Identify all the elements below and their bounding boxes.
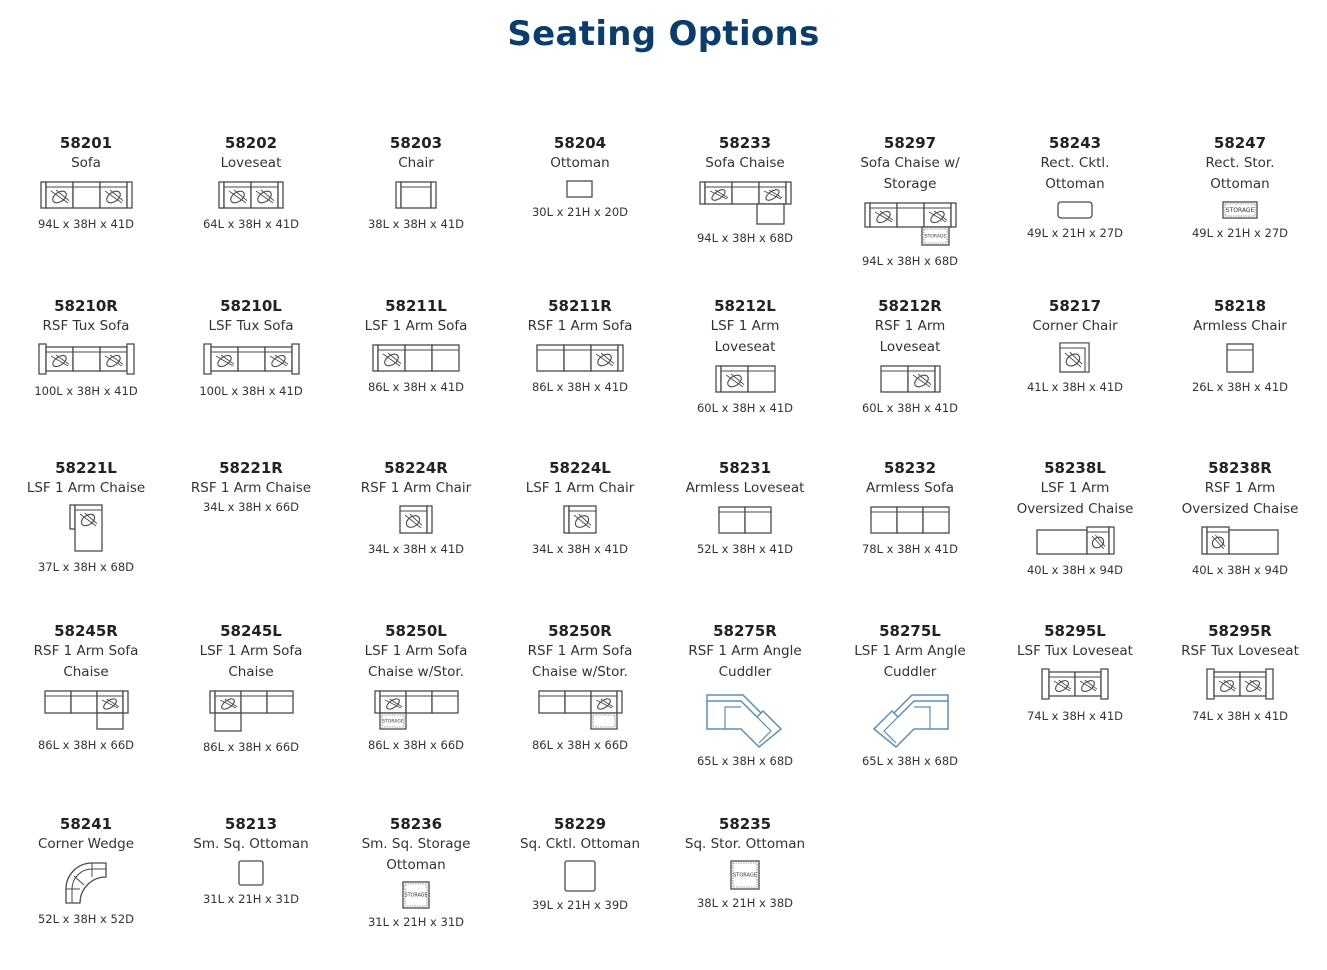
item-sku: 58221L	[55, 459, 117, 477]
item-dimensions: 38L x 38H x 41D	[367, 217, 465, 231]
item-dimensions: 38L x 21H x 38D	[696, 896, 794, 910]
sofa-chaise-icon	[698, 178, 793, 226]
item-dimensions: 100L x 38H x 41D	[34, 384, 138, 398]
chair-icon	[394, 178, 438, 212]
seating-option-58297	[830, 133, 990, 269]
seating-option-58202	[171, 133, 331, 232]
item-dimensions: 37L x 38H x 68D	[37, 560, 135, 574]
svg-text:STORAGE: STORAGE	[733, 872, 757, 879]
rsf-1-arm-sofa-icon	[535, 341, 625, 375]
item-dimensions: 74L x 38H x 41D	[1026, 709, 1124, 723]
item-sku: 58247	[1213, 134, 1267, 152]
seating-option-58229	[500, 814, 660, 913]
item-name: RSF 1 Arm Chaise	[190, 480, 312, 496]
item-sku: 58204	[553, 134, 607, 152]
item-name: Sm. Sq. Ottoman	[193, 836, 309, 852]
item-dimensions: 39L x 21H x 39D	[531, 898, 629, 912]
item-name: Sm. Sq. Storage Ottoman	[361, 836, 471, 873]
item-sku: 58210R	[54, 297, 118, 315]
seating-option-58238r	[1160, 458, 1320, 578]
armless-chair-icon	[1225, 341, 1255, 375]
item-name: Loveseat	[220, 155, 282, 171]
item-dimensions: 40L x 38H x 94D	[1191, 563, 1289, 577]
rsf-tux-loveseat-icon	[1205, 666, 1275, 704]
item-sku: 58243	[1048, 134, 1102, 152]
item-sku: 58238R	[1208, 459, 1272, 477]
item-name: Sofa Chaise w/ Storage	[860, 155, 960, 192]
item-name: Armless Chair	[1193, 318, 1287, 334]
item-name: Rect. Cktl. Ottoman	[1040, 155, 1110, 192]
item-name: Rect. Stor. Ottoman	[1205, 155, 1275, 192]
item-sku: 58295R	[1208, 622, 1272, 640]
item-dimensions: 41L x 38H x 41D	[1026, 380, 1124, 394]
item-sku: 58236	[389, 815, 443, 833]
item-sku: 58212L	[714, 297, 776, 315]
item-sku: 58211L	[385, 297, 447, 315]
item-name: LSF 1 Arm Sofa Chaise w/Stor.	[364, 643, 468, 680]
seating-option-58213	[171, 814, 331, 907]
sofa-chaise-storage-icon	[863, 199, 958, 249]
lsf-1-arm-sofa-chaise-icon	[208, 687, 295, 735]
item-sku: 58232	[883, 459, 937, 477]
lsf-1-arm-chair-icon	[562, 503, 598, 537]
seating-option-58236	[336, 814, 496, 930]
seating-option-58245r	[6, 621, 166, 753]
item-name: RSF 1 Arm Sofa Chaise w/Stor.	[527, 643, 633, 680]
seating-option-58210r	[6, 296, 166, 399]
item-name: RSF 1 Arm Sofa	[527, 318, 633, 334]
item-dimensions: 60L x 38H x 41D	[861, 401, 959, 415]
item-name: LSF 1 Arm Chaise	[26, 480, 146, 496]
item-dimensions: 74L x 38H x 41D	[1191, 709, 1289, 723]
seating-option-58221l	[6, 458, 166, 575]
seating-option-58231	[665, 458, 825, 557]
small-square-ottoman-icon	[237, 859, 265, 887]
lsf-oversized-chaise-icon	[1035, 524, 1115, 558]
item-dimensions: 86L x 38H x 41D	[367, 380, 465, 394]
item-sku: 58202	[224, 134, 278, 152]
item-dimensions: 86L x 38H x 66D	[37, 738, 135, 752]
rsf-angle-cuddler-icon	[705, 687, 785, 749]
item-name: Ottoman	[550, 155, 610, 171]
small-square-storage-ottoman-icon	[401, 880, 431, 910]
seating-option-58217	[995, 296, 1155, 395]
rsf-1-arm-loveseat-icon	[879, 362, 942, 396]
item-dimensions: 64L x 38H x 41D	[202, 217, 300, 231]
svg-text:STORAGE: STORAGE	[1225, 207, 1255, 214]
item-sku: 58275R	[713, 622, 777, 640]
rsf-1-arm-sofa-chaise-icon	[43, 687, 130, 733]
item-name: RSF Tux Sofa	[42, 318, 130, 334]
seating-option-58211r	[500, 296, 660, 395]
item-dimensions: 94L x 38H x 68D	[861, 254, 959, 268]
lsf-angle-cuddler-icon	[870, 687, 950, 749]
seating-option-58295l	[995, 621, 1155, 724]
seating-option-58275r	[665, 621, 825, 769]
seating-option-58238l	[995, 458, 1155, 578]
item-name: RSF 1 Arm Loveseat	[874, 318, 946, 355]
item-name: Sofa	[71, 155, 101, 171]
item-dimensions: 86L x 38H x 66D	[531, 738, 629, 752]
item-sku: 58245L	[220, 622, 282, 640]
item-sku: 58217	[1048, 297, 1102, 315]
seating-option-58211l	[336, 296, 496, 395]
item-sku: 58275L	[879, 622, 941, 640]
rsf-sofa-chaise-storage-icon	[537, 687, 624, 733]
item-name: Sofa Chaise	[705, 155, 785, 171]
lsf-tux-loveseat-icon	[1040, 666, 1110, 704]
seating-option-58243	[995, 133, 1155, 241]
seating-option-58232	[830, 458, 990, 557]
armless-loveseat-icon	[717, 503, 773, 537]
item-name: LSF 1 Arm Oversized Chaise	[1016, 480, 1134, 517]
item-dimensions: 52L x 38H x 41D	[696, 542, 794, 556]
item-dimensions: 40L x 38H x 94D	[1026, 563, 1124, 577]
rect-storage-ottoman-icon	[1221, 199, 1259, 221]
item-name: Armless Loveseat	[685, 480, 805, 496]
page-title: Seating Options	[507, 14, 820, 54]
item-name: Chair	[398, 155, 434, 171]
item-dimensions: 100L x 38H x 41D	[199, 384, 303, 398]
item-dimensions: 60L x 38H x 41D	[696, 401, 794, 415]
item-sku: 58210L	[220, 297, 282, 315]
item-name: LSF 1 Arm Loveseat	[710, 318, 780, 355]
square-ottoman-icon	[563, 859, 597, 893]
item-name: RSF Tux Loveseat	[1181, 643, 1299, 659]
item-dimensions: 86L x 38H x 66D	[202, 740, 300, 754]
corner-wedge-icon	[62, 859, 110, 907]
item-sku: 58211R	[548, 297, 612, 315]
seating-option-58224r	[336, 458, 496, 557]
item-name: Sq. Cktl. Ottoman	[519, 836, 641, 852]
seating-option-58275l	[830, 621, 990, 769]
item-name: RSF 1 Arm Sofa Chaise	[33, 643, 139, 680]
item-name: RSF 1 Arm Oversized Chaise	[1181, 480, 1299, 517]
item-dimensions: 30L x 21H x 20D	[531, 205, 629, 219]
seating-option-58250r	[500, 621, 660, 753]
item-dimensions: 65L x 38H x 68D	[861, 754, 959, 768]
lsf-1-arm-loveseat-icon	[714, 362, 777, 396]
item-sku: 58224R	[384, 459, 448, 477]
item-dimensions: 86L x 38H x 41D	[531, 380, 629, 394]
item-name: RSF 1 Arm Chair	[360, 480, 472, 496]
seating-option-58233	[665, 133, 825, 246]
item-sku: 58231	[718, 459, 772, 477]
item-name: Armless Sofa	[866, 480, 954, 496]
svg-text:STORAGE: STORAGE	[381, 719, 404, 725]
rect-ottoman-icon	[1056, 199, 1094, 221]
item-sku: 58235	[718, 815, 772, 833]
item-sku: 58295L	[1044, 622, 1106, 640]
corner-chair-icon	[1058, 341, 1092, 375]
seating-option-58201	[6, 133, 166, 232]
item-sku: 58213	[224, 815, 278, 833]
item-name: LSF Tux Loveseat	[1017, 643, 1133, 659]
item-sku: 58212R	[878, 297, 942, 315]
square-storage-ottoman-icon	[729, 859, 761, 891]
ottoman-icon	[565, 178, 595, 200]
item-name: LSF 1 Arm Angle Cuddler	[854, 643, 966, 680]
item-sku: 58297	[883, 134, 937, 152]
seating-option-58235	[665, 814, 825, 911]
loveseat-icon	[217, 178, 285, 212]
lsf-1-arm-sofa-icon	[371, 341, 461, 375]
item-sku: 58233	[718, 134, 772, 152]
item-sku: 58250R	[548, 622, 612, 640]
item-name: Corner Wedge	[37, 836, 134, 852]
lsf-sofa-chaise-storage-icon	[373, 687, 460, 733]
seating-option-58203	[336, 133, 496, 232]
item-dimensions: 94L x 38H x 41D	[37, 217, 135, 231]
seating-option-58210l	[171, 296, 331, 399]
svg-text:STORAGE: STORAGE	[924, 234, 946, 240]
item-sku: 58238L	[1044, 459, 1106, 477]
seating-option-58221r	[171, 458, 331, 515]
item-sku: 58250L	[385, 622, 447, 640]
armless-sofa-icon	[869, 503, 951, 537]
seating-option-58224l	[500, 458, 660, 557]
item-sku: 58203	[389, 134, 443, 152]
item-sku: 58218	[1213, 297, 1267, 315]
item-sku: 58201	[59, 134, 113, 152]
item-sku: 58245R	[54, 622, 118, 640]
rsf-tux-sofa-icon	[37, 341, 136, 379]
item-dimensions: 31L x 21H x 31D	[367, 915, 465, 929]
rsf-1-arm-chair-icon	[398, 503, 434, 537]
item-dimensions: 65L x 38H x 68D	[696, 754, 794, 768]
item-name: Corner Chair	[1032, 318, 1118, 334]
lsf-1-arm-chaise-icon	[68, 503, 104, 555]
item-dimensions: 52L x 38H x 52D	[37, 912, 135, 926]
item-dimensions: 34L x 38H x 66D	[202, 500, 300, 514]
item-sku: 58229	[553, 815, 607, 833]
seating-option-58250l	[336, 621, 496, 753]
item-name: LSF 1 Arm Sofa Chaise	[199, 643, 303, 680]
item-dimensions: 49L x 21H x 27D	[1026, 226, 1124, 240]
item-dimensions: 34L x 38H x 41D	[531, 542, 629, 556]
seating-option-58245l	[171, 621, 331, 755]
seating-option-58295r	[1160, 621, 1320, 724]
item-dimensions: 26L x 38H x 41D	[1191, 380, 1289, 394]
item-dimensions: 49L x 21H x 27D	[1191, 226, 1289, 240]
item-dimensions: 78L x 38H x 41D	[861, 542, 959, 556]
item-sku: 58224L	[549, 459, 611, 477]
item-name: LSF 1 Arm Sofa	[364, 318, 468, 334]
svg-text:STORAGE: STORAGE	[404, 893, 428, 899]
item-sku: 58241	[59, 815, 113, 833]
item-name: LSF 1 Arm Chair	[525, 480, 635, 496]
item-sku: 58221R	[219, 459, 283, 477]
seating-option-58247	[1160, 133, 1320, 241]
seating-option-58204	[500, 133, 660, 220]
seating-option-58212r	[830, 296, 990, 416]
item-name: LSF Tux Sofa	[208, 318, 294, 334]
item-dimensions: 31L x 21H x 31D	[202, 892, 300, 906]
item-dimensions: 34L x 38H x 41D	[367, 542, 465, 556]
item-dimensions: 86L x 38H x 66D	[367, 738, 465, 752]
item-name: Sq. Stor. Ottoman	[684, 836, 806, 852]
seating-option-58241	[6, 814, 166, 927]
seating-option-58212l	[665, 296, 825, 416]
seating-option-58218	[1160, 296, 1320, 395]
item-name: RSF 1 Arm Angle Cuddler	[688, 643, 802, 680]
rsf-oversized-chaise-icon	[1200, 524, 1280, 558]
item-dimensions: 94L x 38H x 68D	[696, 231, 794, 245]
sofa-icon	[39, 178, 134, 212]
lsf-tux-sofa-icon	[202, 341, 301, 379]
